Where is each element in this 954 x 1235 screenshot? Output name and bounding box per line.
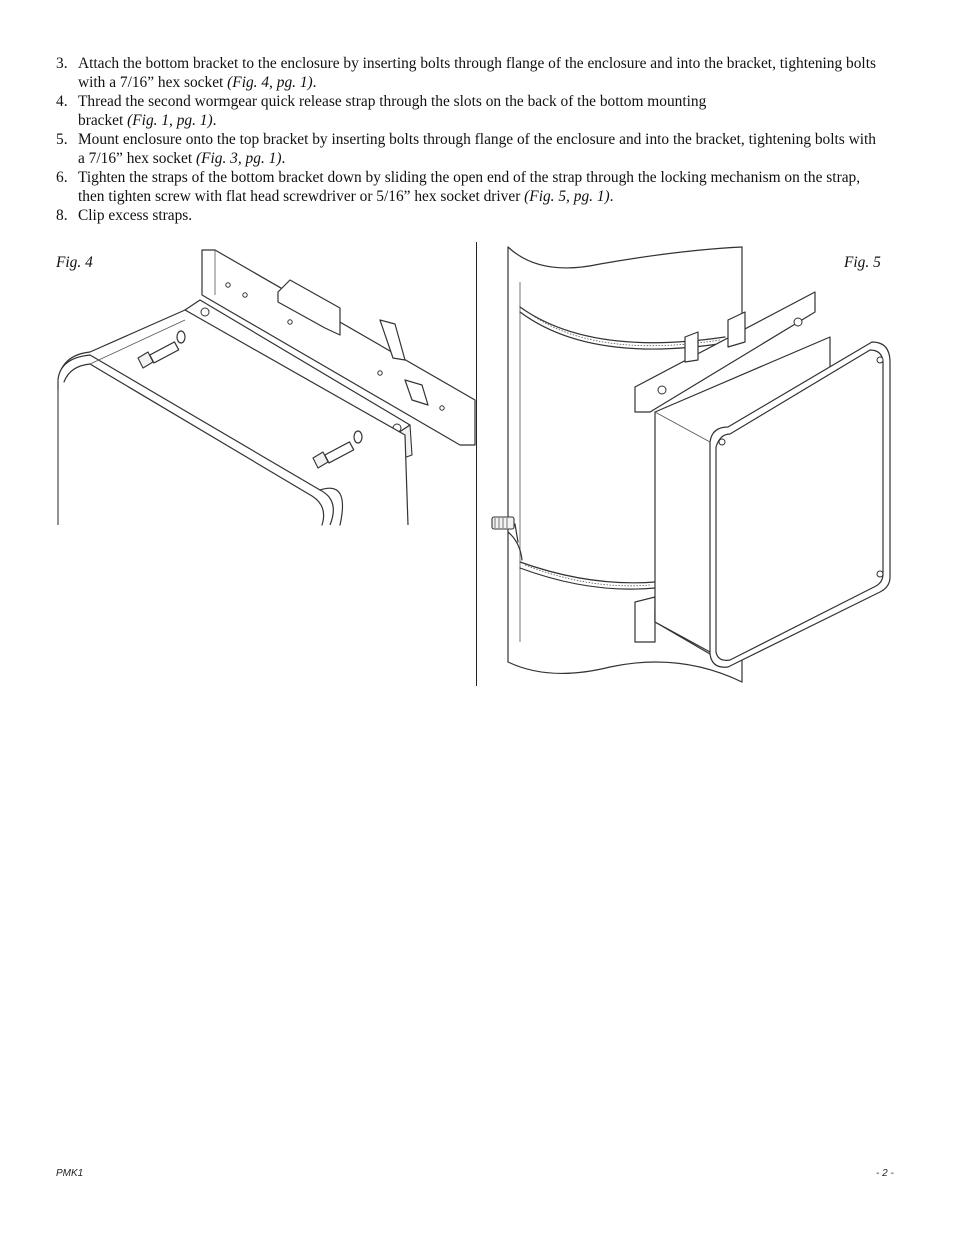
footer-model: PMK1 bbox=[56, 1168, 84, 1179]
step-end: . bbox=[312, 74, 317, 91]
step-text: Mount enclosure onto the top bracket by inserting bolts through flange of the enclosure and into the bracket, tightening bolts with a 7/16” hex socket bbox=[78, 131, 876, 167]
step-text: Clip excess straps. bbox=[78, 207, 193, 224]
step-number: 3. bbox=[56, 55, 68, 72]
step-text: Thread the second wormgear quick release strap through the slots on the back of the bottom mounting bbox=[78, 93, 707, 110]
strap-lower bbox=[508, 524, 655, 589]
fig5-illustration bbox=[480, 242, 900, 690]
figure-reference: (Fig. 5, pg. 1) bbox=[524, 188, 610, 205]
step-end: . bbox=[281, 150, 286, 167]
step-end: . bbox=[609, 188, 614, 205]
instruction-steps bbox=[56, 54, 886, 225]
fig5-label: Fig. 5 bbox=[844, 254, 881, 271]
step-number: 5. bbox=[56, 131, 68, 148]
step-text: Tighten the straps of the bottom bracket down by sliding the open end of the strap through the locking mechanism on the strap, then tighten screw with flat head screwdriver or 5/16” hex socket driver bbox=[78, 169, 861, 205]
figure-reference: (Fig. 4, pg. 1) bbox=[227, 74, 313, 91]
step-5 bbox=[56, 130, 886, 168]
step-number: 8. bbox=[56, 207, 68, 224]
step-number: 4. bbox=[56, 93, 68, 110]
step-text-continued: bracket bbox=[78, 112, 128, 129]
strap-screw bbox=[492, 517, 514, 529]
figure-reference: (Fig. 1, pg. 1) bbox=[127, 112, 213, 129]
step-8 bbox=[56, 206, 886, 225]
fig4-label: Fig. 4 bbox=[56, 254, 93, 271]
step-6 bbox=[56, 168, 886, 206]
figure-divider bbox=[476, 242, 477, 686]
fig4-illustration bbox=[50, 240, 480, 535]
step-end: . bbox=[212, 112, 217, 129]
figure-reference: (Fig. 3, pg. 1) bbox=[195, 150, 282, 167]
footer-page-number: - 2 - bbox=[876, 1168, 894, 1179]
step-3 bbox=[56, 54, 886, 92]
step-number: 6. bbox=[56, 169, 68, 186]
step-text: Attach the bottom bracket to the enclosure by inserting bolts through flange of the enclosure and into the bracket, tightening bolts with a 7/16” hex socket bbox=[78, 55, 876, 91]
step-4 bbox=[56, 92, 886, 130]
